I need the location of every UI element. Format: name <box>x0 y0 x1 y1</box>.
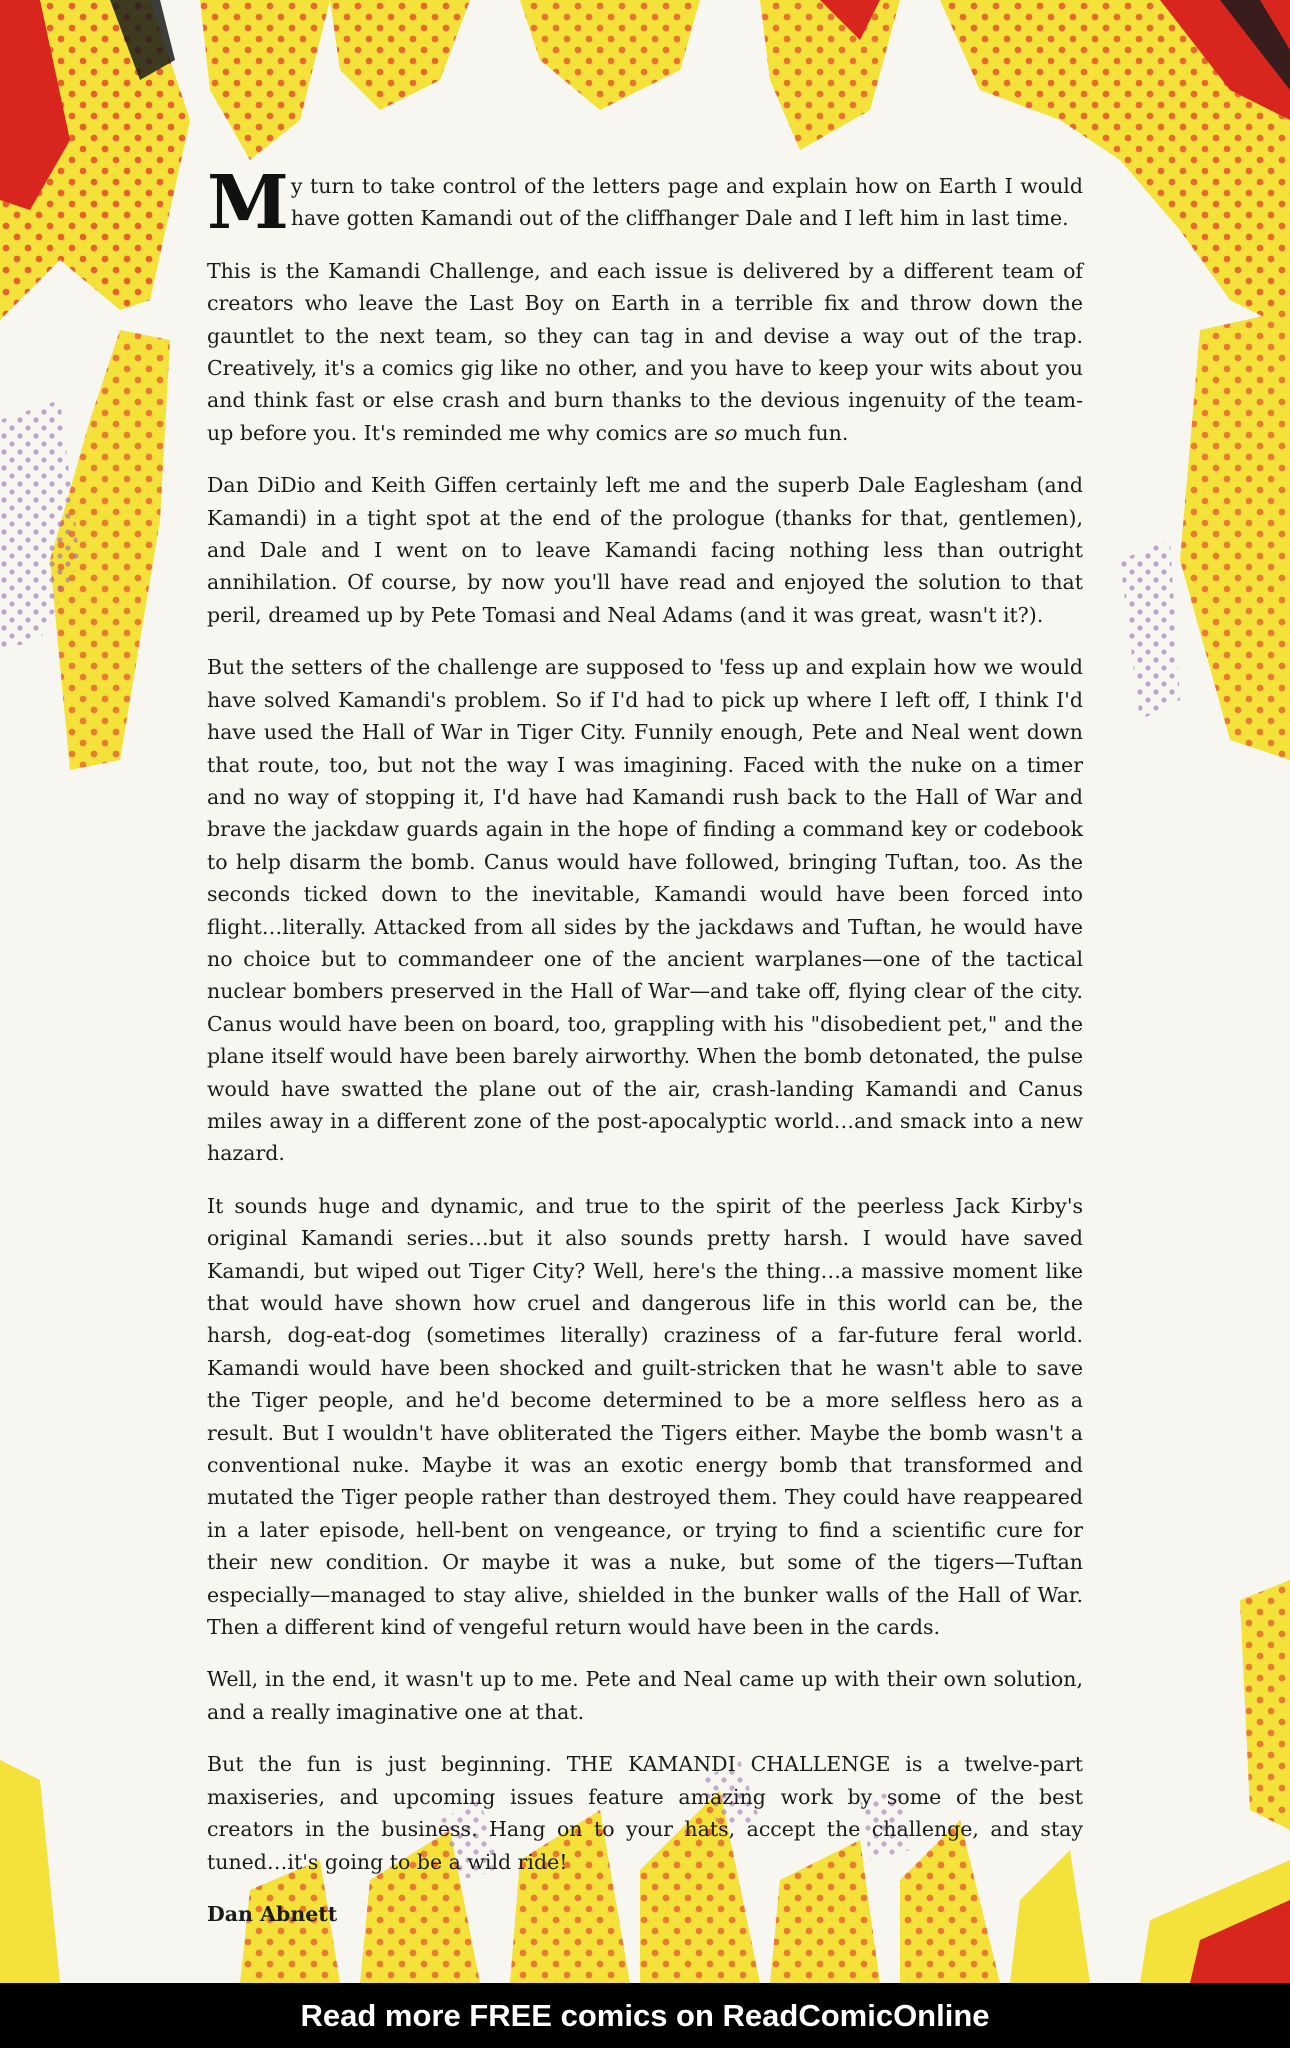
paragraph-2-emphasis: so <box>714 420 738 445</box>
letters-page-article <box>207 160 1083 1930</box>
footer-banner[interactable] <box>0 1983 1290 2048</box>
top-middle-halftone-streaks <box>520 0 900 150</box>
article-paragraph-7: But the fun is just beginning. THE KAMANDI CHALLENGE is a twelve-part maxiseries, and upcoming issues feature amazing work by some of the best creators in the business. Hang on to your hats, accept the challenge, and stay tuned…it's going to be a wild ride! <box>207 1752 1083 1874</box>
author-signature: Dan Abnett <box>207 1901 338 1926</box>
paragraph-1-text: y turn to take control of the letters page and explain how on Earth I would have gotten Kamandi out of the cliffhanger Dale and I left him in last time. <box>290 174 1083 231</box>
article-paragraph-5: It sounds huge and dynamic, and true to the spirit of the peerless Jack Kirby's original Kamandi series…but it also sounds pretty harsh. I would have saved Kamandi, but wiped out Tiger City? Well, here's the thing…a massive moment like that would have shown how cruel and dangerous life in this world can be, the harsh, dog-eat-dog (sometimes literally) craziness of a far-future feral world. Kamandi would have been shocked and guilt-stricken that he wasn't able to save the Tiger people, and he'd become determined to be a more selfless hero as a result. But I wouldn't have obliterated the Tigers either. Maybe the bomb wasn't a conventional nuke. Maybe it was an exotic energy bomb that transformed and mutated the Tiger people rather than destroyed them. They could have reappeared in a later episode, hell-bent on vengeance, or trying to find a scientific cure for their new condition. Or maybe it was a nuke, but some of the tigers—Tuftan especially—managed to stay alive, shielded in the bunker walls of the Hall of War. Then a different kind of vengeful return would have been in the cards. <box>207 1193 1083 1640</box>
drop-cap: M <box>207 160 289 246</box>
article-paragraph-2 <box>207 255 1083 449</box>
paragraph-2-text: This is the Kamandi Challenge, and each issue is delivered by a different team of creators who leave the Last Boy on Earth in a terrible fix and throw down the gauntlet to the next team, so they can tag in and devise a way out of the trap. Creatively, it's a comics gig like no other, and you have to keep your wits about you and think fast or else crash and burn thanks to the devious ingenuity of the team-up before you. It's reminded me why comics are <box>207 258 1083 445</box>
article-paragraph-6: Well, in the end, it wasn't up to me. Pete and Neal came up with their own solution, and a really imaginative one at that. <box>207 1667 1083 1724</box>
paragraph-2-tail: much fun. <box>737 420 849 445</box>
article-paragraph-4: But the setters of the challenge are supposed to 'fess up and explain how we would have solved Kamandi's problem. So if I'd had to pick up where I left off, I think I'd have used the Hall of War in Tiger City. Funnily enough, Pete and Neal went down that route, too, but not the way I was imagining. Faced with the nuke on a timer and no way of stopping it, I'd have had Kamandi rush back to the Hall of War and brave the jackdaw guards again in the hope of finding a command key or codebook to help disarm the bomb. Canus would have followed, bringing Tuftan, too. As the seconds ticked down to the inevitable, Kamandi would have been forced into flight…literally. Attacked from all sides by the jackdaws and Tuftan, he would have no choice but to commandeer one of the ancient warplanes—one of the tactical nuclear bombers preserved in the Hall of War—and take off, flying clear of the city. Canus would have been on board, too, grappling with his "disobedient pet," and the plane itself would have been barely airworthy. When the bomb detonated, the pulse would have swatted the plane out of the air, crash-landing Kamandi and Canus miles away in a different zone of the post-apocalyptic world…and smack into a new hazard. <box>207 655 1083 1166</box>
article-paragraph-3: Dan DiDio and Keith Giffen certainly left me and the superb Dale Eaglesham (and Kamandi) in a tight spot at the end of the prologue (thanks for that, gentlemen), and Dale and I went on to leave Kamandi facing nothing less than outright annihilation. Of course, by now you'll have read and enjoyed the solution to that peril, dreamed up by Pete Tomasi and Neal Adams (and it was great, wasn't it?). <box>207 473 1083 627</box>
footer-banner-text[interactable]: Read more FREE comics on ReadComicOnline <box>300 1997 990 2033</box>
article-paragraph-1 <box>207 160 1083 246</box>
